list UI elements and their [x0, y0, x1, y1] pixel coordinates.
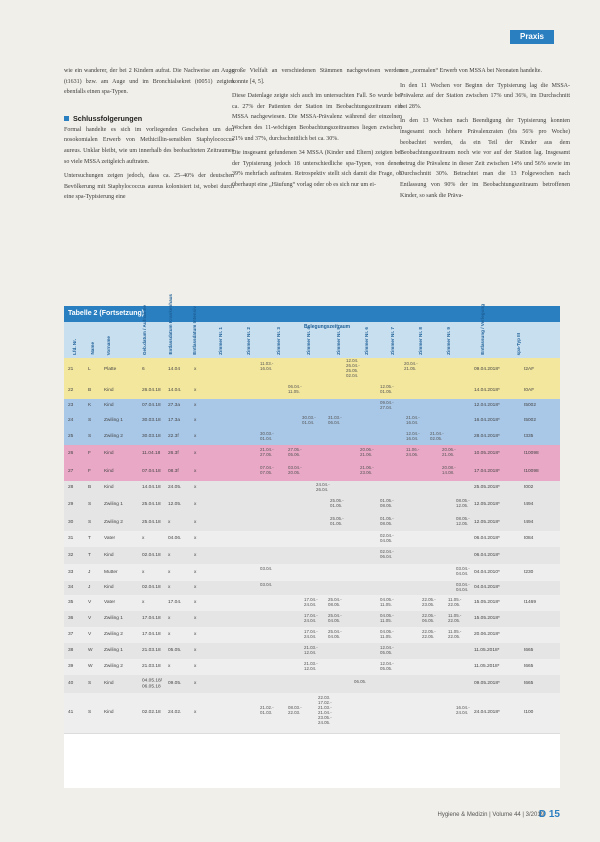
table-row [64, 547, 560, 565]
occupancy-dates: 30.03.- 01.04. [302, 415, 316, 425]
occupancy-dates: 21.03.- 12.04. [304, 645, 318, 655]
occupancy-dates: 02.04.- 06.04. [380, 549, 394, 559]
table-cell-spa: t2AF [524, 367, 535, 373]
table-cell-spa: t10098 [524, 451, 539, 457]
column-header: spa-Typ III [516, 332, 521, 355]
occupancy-dates: 20.08.- 14.08. [442, 465, 456, 475]
table-cell-intens: x [194, 632, 197, 638]
table-cell-intens: x [194, 536, 197, 542]
occupancy-dates: 22.05.- 22.05. [422, 629, 436, 639]
table-cell-intens: x [194, 501, 197, 507]
occupancy-dates: 03.04.- 04.04. [456, 566, 470, 576]
group-header: Belegungszeitraum [304, 324, 351, 330]
table-cell-name: L [88, 367, 91, 373]
table-cell-geb: 30.03.18 [142, 434, 161, 440]
table-cell-vorname: Kind [104, 469, 114, 475]
table-cell-vorname: Zwiling 1 [104, 418, 123, 424]
table-row [64, 675, 560, 694]
paragraph: Die insgesamt gefundenen 34 MSSA (Kinder und Eltern) zeigten bei der Typisierung jedoch 18 unterschiedliche spa-Typen, von denen 39% mehrfach auftraten. Retrospektiv stellt sich damit die Frage, ob überhaupt eine „Häufung“ vorlag oder ob es sich nur um ei- [232, 150, 402, 188]
table-cell-entlassung: 06.04.2018* [474, 552, 500, 558]
column-header: Entlassdatum Krankenhaus [168, 294, 173, 355]
occupancy-dates: 25.04.- 04.05. [328, 629, 342, 639]
table-cell-entl: 14.04. [168, 387, 182, 393]
table-cell-name: V [88, 632, 92, 638]
table-cell-name: S [88, 501, 92, 507]
table-cell-intens: x [194, 451, 197, 457]
occupancy-dates: 11.03.- 16.04. [260, 361, 274, 371]
table-row [64, 399, 560, 414]
table-cell-entlassung: 12.05.2018* [474, 501, 500, 507]
table-cell-intens: x [194, 519, 197, 525]
table-cell-vorname: Platte [104, 367, 117, 373]
table-cell-name: B [88, 485, 92, 491]
table-cell-vorname: Vater [104, 600, 116, 606]
table-cell-vorname: Kind [104, 681, 114, 687]
table-cell-entlassung: 20.06.2018* [474, 632, 500, 638]
table-cell-entl: x [168, 585, 171, 591]
occupancy-dates: 01.05.- 08.05. [380, 516, 394, 526]
occupancy-dates: 01.05.- 08.05. [380, 498, 394, 508]
occupancy-dates: 21.04.- 02.05. [430, 431, 444, 441]
table-cell-nr: 39 [68, 664, 74, 670]
occupancy-dates: 04.05.- 11.05. [380, 613, 394, 623]
table-cell-geb: x [142, 600, 145, 606]
text-column-1 [64, 66, 234, 207]
column-header: Zimmer Nr. 4 [306, 327, 311, 355]
section-badge: Praxis [510, 30, 554, 44]
paragraph: Untersuchungen zeigen jedoch, dass ca. 25–40% der deutschen Bevölkerung mit Staphylococcus aureus kolonisiert ist, wobei durch eine spa-Typisierung eine [64, 173, 234, 201]
column-header: Vorname [106, 335, 111, 355]
table-cell-intens: x [194, 403, 197, 409]
table-cell-entlassung: 06.04.2018* [474, 536, 500, 542]
table-row [64, 481, 560, 496]
table-cell-entlassung: 28.04.2018* [474, 434, 500, 440]
column-header: Entlassdatum Intensiv [192, 306, 197, 355]
table-cell-name: V [88, 600, 92, 606]
table-cell-vorname: Kind [104, 403, 114, 409]
column-header: Zimmer Nr. 2 [246, 327, 251, 355]
column-header: Zimmer Nr. 6 [364, 327, 369, 355]
occupancy-dates: 21.03.- 12.04. [304, 661, 318, 671]
occupancy-dates: 12.04. 26.04.- 25.05. 02.04. [346, 358, 360, 378]
occupancy-dates: 22.03. 17.02.- 21.03.- 21.04.- 23.05.- 24.05. [318, 695, 332, 725]
table-cell-geb: x [142, 569, 145, 575]
column-header: Zimmer Nr. 5 [336, 327, 341, 355]
table-cell-vorname: Zwiling 2 [104, 519, 123, 525]
table-cell-name: V [88, 616, 92, 622]
table-cell-entl: x [168, 552, 171, 558]
occupancy-dates: 07.04.- 07.05. [260, 465, 274, 475]
occupancy-dates: 22.05.- 23.05. [422, 597, 436, 607]
table-cell-intens: x [194, 434, 197, 440]
table-cell-geb: 02.02.18 [142, 710, 161, 716]
paragraph: Formal handelte es sich im vorliegenden Geschehen um den nosokomialen Erwerb von Methicillin-sensiblen Staphylococcus aureus. Unklar bleibt, wie um innerhalb des beobachteten Zeitraumes so viele MSSA zeitgleich auftraten. [64, 126, 234, 165]
table-row [64, 445, 560, 464]
table-cell-nr: 21 [68, 367, 74, 373]
section-heading [64, 114, 234, 123]
table-cell-nr: 27 [68, 469, 74, 475]
table-cell-intens: x [194, 681, 197, 687]
table-row [64, 413, 560, 430]
table-row [64, 595, 560, 612]
table-cell-spa: t230 [524, 569, 534, 575]
occupancy-dates: 06.05. [354, 679, 367, 684]
table-cell-intens: x [194, 710, 197, 716]
table-cell-geb: 26.04.18 [142, 387, 161, 393]
paragraph: nen „normalen“ Erwerb von MSSA bei Neonaten handelte. [400, 68, 542, 74]
table-cell-entlassung: 24.04.2018* [474, 710, 500, 716]
table-cell-name: T [88, 536, 91, 542]
table-cell-intens: x [194, 552, 197, 558]
occupancy-dates: 12.05.- 01.05. [380, 384, 394, 394]
table-cell-geb: 25.04.18 [142, 501, 161, 507]
table-cell-geb: 02.04.18 [142, 552, 161, 558]
occupancy-dates: 21.06.- 23.06. [360, 465, 374, 475]
table-cell-nr: 30 [68, 519, 74, 525]
table-cell-nr: 25 [68, 434, 74, 440]
table-cell-nr: 33 [68, 569, 74, 575]
table-cell-entlassung: 09.05.2018* [474, 681, 500, 687]
table-cell-name: T [88, 552, 91, 558]
table-cell-spa: t494 [524, 501, 534, 507]
table-cell-entlassung: 10.05.2018* [474, 451, 500, 457]
table-cell-intens: x [194, 469, 197, 475]
table-cell-entl: 24.05. [168, 485, 182, 491]
table-cell-nr: 40 [68, 681, 74, 687]
text-column-2 [232, 66, 402, 195]
occupancy-dates: 11.06.- 24.06. [406, 447, 420, 457]
table-cell-name: J [88, 569, 91, 575]
table-cell-entlassung: 12.05.2018* [474, 519, 500, 525]
table-cell-vorname: Kind [104, 451, 114, 457]
table-cell-entl: 14.04 [168, 367, 181, 373]
page-number: D 15 [538, 809, 560, 820]
occupancy-dates: 30.03.- 01.04. [260, 431, 274, 441]
table-cell-vorname: Zwiling 2 [104, 434, 123, 440]
table-cell-entlassung: 04.04.2018* [474, 585, 500, 591]
table-cell-geb: 02.04.18 [142, 585, 161, 591]
table-cell-name: S [88, 681, 92, 687]
occupancy-dates: 04.05.- 11.05. [380, 597, 394, 607]
text-column-3 [400, 66, 570, 205]
table-cell-vorname: Zwiling 1 [104, 648, 123, 654]
table-cell-entl: 04.06. [168, 536, 182, 542]
column-header: Zimmer Nr. 3 [276, 327, 281, 355]
occupancy-dates: 25.05.- 01.05. [330, 516, 344, 526]
table-cell-entlassung: 17.04.2018* [474, 469, 500, 475]
occupancy-dates: 25.04.- 08.05. [328, 597, 342, 607]
table-cell-name: F [88, 451, 91, 457]
table-cell-geb: 6 [142, 367, 145, 373]
table-cell-entl: 22.3f [168, 434, 179, 440]
table-cell-geb: 21.03.18 [142, 664, 161, 670]
table-cell-intens: x [194, 418, 197, 424]
table-cell-entlassung: 16.04.2018* [474, 418, 500, 424]
table-cell-entlassung: 14.04.2018* [474, 387, 500, 393]
table-cell-entl: x [168, 664, 171, 670]
paragraph: große Vielfalt an verschiedenen Stämmen nachgewiesen werden konnte [4, 5]. [232, 68, 402, 85]
table-row [64, 531, 560, 548]
table-cell-entl: 08.3f [168, 469, 179, 475]
table-cell-name: W [88, 648, 93, 654]
table-cell-entl: 12.05. [168, 501, 182, 507]
table-cell-name: S [88, 434, 92, 440]
table-row [64, 429, 560, 446]
table-cell-entl: x [168, 616, 171, 622]
occupancy-dates: 11.05.- 22.05. [448, 629, 462, 639]
column-header: Zimmer Nr. 9 [446, 327, 451, 355]
table-cell-nr: 37 [68, 632, 74, 638]
paragraph: Diese Datenlage zeigte sich auch im untersuchten Fall. So wurde bei ca. 27% der Patienten der Station im Beobachtungszeitraum ein MSSA nachgewiesen. Die MSSA-Prävalenz während der einzelnen Wochen des 11-wöchigen Beobachtungszeitraumes liegen zwischen 21% und 37%, durchschnittlich bei ca. 30%. [232, 93, 402, 142]
occupancy-dates: 24.04.- 26.04. [316, 482, 330, 492]
table-cell-spa: t10098 [524, 469, 539, 475]
occupancy-dates: 16.04.- 24.04. [456, 705, 470, 715]
table-cell-spa: t494 [524, 519, 534, 525]
table-cell-intens: x [194, 585, 197, 591]
table-cell-vorname: Zwiling 2 [104, 632, 123, 638]
table-cell-vorname: Zwiling 1 [104, 501, 123, 507]
table-cell-intens: x [194, 569, 197, 575]
table-cell-intens: x [194, 485, 197, 491]
table-cell-geb: 07.04.18 [142, 469, 161, 475]
table-cell-geb: 21.03.18 [142, 648, 161, 654]
journal-footer: Hygiene & Medizin | Volume 44 | 3/2019 [437, 812, 544, 818]
table-cell-name: S [88, 519, 92, 525]
section-heading-text: Schlussfolgerungen [73, 113, 143, 123]
occupancy-dates: 06.04.- 11.05. [288, 384, 302, 394]
table-cell-entlassung: 11.05.2018* [474, 648, 500, 654]
table-title: Tabelle 2 (Fortsetzung) [64, 306, 560, 322]
table-cell-entl: 09.05. [168, 681, 182, 687]
table-cell-vorname: Kind [104, 585, 114, 591]
data-table [64, 294, 560, 788]
table-row [64, 495, 560, 515]
occupancy-dates: 03.04.- 04.04. [456, 582, 470, 592]
table-cell-entlassung: 04.04.2010* [474, 569, 500, 575]
occupancy-dates: 20.06.- 21.06. [360, 447, 374, 457]
table-cell-spa: t5002 [524, 403, 537, 409]
table-cell-nr: 24 [68, 418, 74, 424]
table-cell-name: J [88, 585, 91, 591]
occupancy-dates: 03.04. [260, 566, 273, 571]
table-cell-nr: 29 [68, 501, 74, 507]
occupancy-dates: 17.04.- 24.04. [304, 613, 318, 623]
table-cell-entl: 27.3a [168, 403, 181, 409]
table-row [64, 564, 560, 582]
table-cell-nr: 23 [68, 403, 74, 409]
table-cell-vorname: Kind [104, 485, 114, 491]
occupancy-dates: 11.05.- 22.05. [448, 597, 462, 607]
table-cell-geb: 17.04.18 [142, 616, 161, 622]
table-cell-entlassung: 12.04.2018* [474, 403, 500, 409]
occupancy-dates: 22.05.- 06.05. [422, 613, 436, 623]
table-cell-intens: x [194, 616, 197, 622]
column-header: Zimmer Nr. 7 [390, 327, 395, 355]
column-header: Lfd. Nr. [72, 339, 77, 355]
square-bullet-icon [64, 116, 69, 121]
occupancy-dates: 31.03.- 06.04. [328, 415, 342, 425]
table-cell-spa: t100 [524, 710, 534, 716]
table-row [64, 627, 560, 644]
table-cell-name: W [88, 664, 93, 670]
table-row [64, 382, 560, 400]
paragraph: In den 11 Wochen vor Beginn der Typisierung lag die MSSA-Prävalenz auf der Station zwischen 17% und 36%, im Durchschnitt bei 28%. [400, 82, 570, 110]
table-cell-entl: x [168, 569, 171, 575]
table-cell-entlassung: 09.04.2018* [474, 367, 500, 373]
table-cell-geb: 07.04.18 [142, 403, 161, 409]
table-cell-nr: 41 [68, 710, 74, 716]
table-cell-name: K [88, 403, 92, 409]
table-row [64, 514, 560, 532]
table-cell-entlassung: 15.05.2018* [474, 616, 500, 622]
table-cell-entl: 17.3a [168, 418, 181, 424]
table-row [64, 643, 560, 660]
table-cell-spa: t335 [524, 434, 534, 440]
occupancy-dates: 12.04.- 16.04. [406, 431, 420, 441]
table-cell-spa: t002 [524, 485, 534, 491]
occupancy-dates: 08.05.- 12.05. [456, 498, 470, 508]
table-cell-nr: 36 [68, 616, 74, 622]
table-cell-entlassung: 15.05.2018* [474, 600, 500, 606]
occupancy-dates: 09.04.- 27.04. [380, 400, 394, 410]
occupancy-dates: 02.04.- 04.05. [380, 533, 394, 543]
table-cell-spa: t0AF [524, 387, 535, 393]
table-cell-intens: x [194, 387, 197, 393]
table-cell-nr: 38 [68, 648, 74, 654]
table-row [64, 581, 560, 596]
table-cell-vorname: Mutter [104, 569, 118, 575]
table-cell-name: S [88, 418, 92, 424]
occupancy-dates: 08.05.- 12.05. [456, 516, 470, 526]
table-cell-geb: 17.04.18 [142, 632, 161, 638]
table-cell-geb: x [142, 536, 145, 542]
table-cell-vorname: Kind [104, 552, 114, 558]
table-cell-intens: x [194, 648, 197, 654]
table-row [64, 611, 560, 628]
table-cell-intens: x [194, 367, 197, 373]
occupancy-dates: 12.04.- 05.05. [380, 661, 394, 671]
table-cell-spa: t665 [524, 664, 534, 670]
column-header: Zimmer Nr. 1 [218, 327, 223, 355]
table-cell-entlassung: 11.05.2018* [474, 664, 500, 670]
table-cell-entl: x [168, 632, 171, 638]
table-cell-geb: 14.04.18 [142, 485, 161, 491]
table-cell-vorname: Zwiling 1 [104, 616, 123, 622]
occupancy-dates: 17.04.- 24.04. [304, 597, 318, 607]
occupancy-dates: 12.04.- 05.05. [380, 645, 394, 655]
table-cell-name: S [88, 710, 92, 716]
table-cell-nr: 35 [68, 600, 74, 606]
table-cell-nr: 28 [68, 485, 74, 491]
table-cell-entl: 17.04. [168, 600, 182, 606]
table-cell-nr: 26 [68, 451, 74, 457]
table-cell-vorname: Kind [104, 387, 114, 393]
table-cell-intens: x [194, 600, 197, 606]
table-cell-vorname: Vater [104, 536, 116, 542]
table-cell-geb: 04.05.18/ 06.05.18 [142, 678, 163, 689]
table-row [64, 463, 560, 482]
table-cell-geb: 11.04.18 [142, 451, 161, 457]
column-header: Name [90, 342, 95, 355]
column-header: Geb.datum / Aufnahme [142, 304, 147, 355]
occupancy-dates: 17.04.- 24.04. [304, 629, 318, 639]
table-cell-spa: t665 [524, 681, 534, 687]
table-cell-entl: x [168, 519, 171, 525]
occupancy-dates: 03.04.- 20.05. [288, 465, 302, 475]
occupancy-dates: 04.05.- 11.05. [380, 629, 394, 639]
table-cell-nr: 32 [68, 552, 74, 558]
table-cell-geb: 25.04.18 [142, 519, 161, 525]
table-cell-name: F [88, 469, 91, 475]
occupancy-dates: 20.04.- 21.05. [404, 361, 418, 371]
occupancy-dates: 21.04.- 27.05. [260, 447, 274, 457]
table-cell-spa: t665 [524, 648, 534, 654]
occupancy-dates: 03.04. [260, 582, 273, 587]
table-cell-nr: 34 [68, 585, 74, 591]
table-cell-spa: t5002 [524, 418, 537, 424]
occupancy-dates: 11.05.- 22.05. [448, 613, 462, 623]
table-cell-intens: x [194, 664, 197, 670]
table-cell-vorname: Kind [104, 710, 114, 716]
table-cell-entl: 05.05. [168, 648, 182, 654]
occupancy-dates: 25.04.- 04.05. [328, 613, 342, 623]
table-row [64, 659, 560, 676]
occupancy-dates: 27.05.- 05.06. [288, 447, 302, 457]
column-header: Zimmer Nr. 8 [418, 327, 423, 355]
table-cell-nr: 22 [68, 387, 74, 393]
paragraph: In den 13 Wochen nach Beendigung der Typisierung konnten insgesamt noch höhere Prävalenzraten (bis 56% pro Woche) beobachtet werden, da ein Teil der Kinder aus dem Beobachtungszeitraum noch wie vor auf der Station lag. Insgesamt betrug die Prävalenz in dieser Zeit zwischen 14% und 56% sowie im Durchschnitt 30%. Betrachtet man die 13 Folgewochen nach Entlassung von 90% der im Beobachtungszeitraum betroffenen Kinder, so sank die Präva- [400, 118, 570, 199]
table-cell-spa: t1469 [524, 600, 537, 606]
occupancy-dates: 20.06.- 21.06. [442, 447, 456, 457]
table-cell-entlassung: 25.05.2018* [474, 485, 500, 491]
table-cell-nr: 31 [68, 536, 74, 542]
occupancy-dates: 08.03.- 22.03. [288, 705, 302, 715]
table-cell-entl: 24.02. [168, 710, 182, 716]
occupancy-dates: 25.05.- 01.05. [330, 498, 344, 508]
table-row [64, 693, 560, 734]
column-header: Entlassung / Verlegung [480, 304, 485, 355]
paragraph: wie ein wanderer, der bei 2 Kindern aufrat. Die Nachweise am Auge (t1631) bzw. am Auge und im Bronchialsekret (t0051) zeigten ebenfalls einen spa-Typen. [64, 68, 234, 96]
table-cell-entl: 26.3f [168, 451, 179, 457]
table-row [64, 358, 560, 383]
occupancy-dates: 21.02.- 01.03. [260, 705, 274, 715]
occupancy-dates: 21.04.- 16.04. [406, 415, 420, 425]
table-cell-name: B [88, 387, 92, 393]
table-cell-spa: t084 [524, 536, 534, 542]
table-cell-geb: 30.03.18 [142, 418, 161, 424]
table-cell-vorname: Zwiling 2 [104, 664, 123, 670]
